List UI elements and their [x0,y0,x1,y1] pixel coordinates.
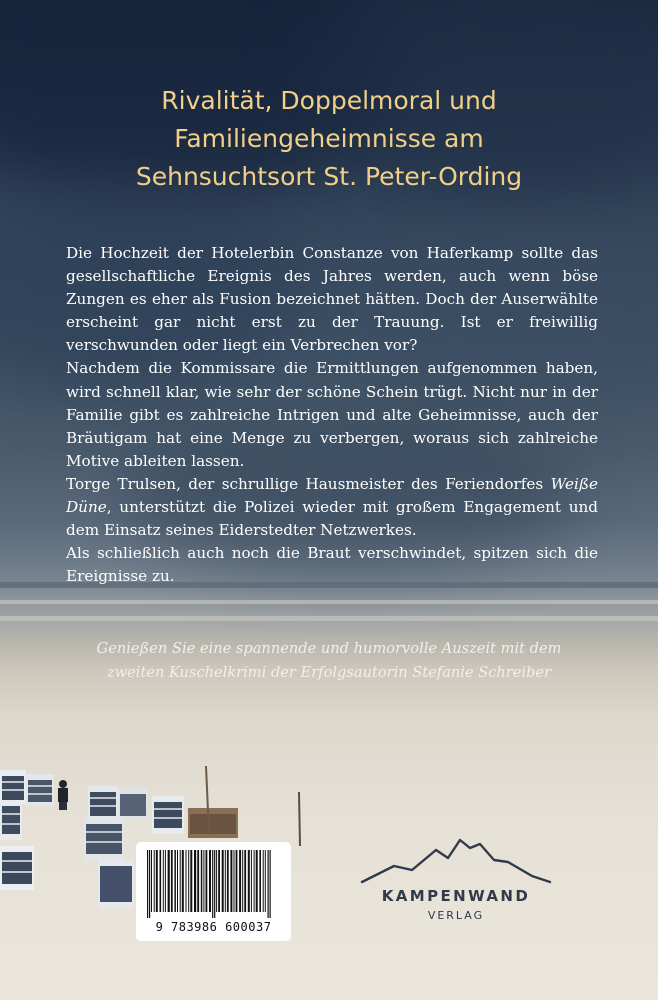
publisher-sub: VERLAG [427,909,485,922]
barcode-bar [270,850,271,918]
beach-chair-icon [84,818,124,860]
barcode-bar [254,850,255,912]
blurb-text: , unterstützt die Polizei wieder mit großem Engagement und dem Einsatz seines Eiderstedter Netzwerkes. [66,498,598,540]
barcode-bar [239,850,241,912]
barcode-bar [168,850,170,912]
barcode-bar [160,850,162,912]
beach-chair-icon [0,800,22,840]
barcode-bar [251,850,252,912]
isbn-barcode [136,842,291,941]
blurb-paragraph: Nachdem die Kommissare die Ermittlungen aufgenommen haben, wird schnell klar, wie sehr der schöne Schein trügt. Nicht nur in der Familie gibt es zahlreiche Intrigen und alte Geheimnisse, auch der Bräutigam hat eine Menge zu verbergen, woraus sich zahlreiche Motive ableiten lassen. [66,359,598,470]
barcode-bar [234,850,235,912]
barcode-bar [209,850,211,912]
barcode-bar [190,850,192,912]
beach-chair-icon [88,786,118,820]
barcode-bar [214,850,215,918]
blurb-paragraph [66,473,598,542]
barcode-bar [230,850,232,912]
barcode-bar [206,850,208,912]
headline [0,82,658,196]
headline-line: Rivalität, Doppelmoral und [161,86,497,115]
barcode-bar [154,850,155,912]
person-icon [58,780,68,810]
beach-chair-icon [0,770,26,804]
barcode-bar [182,850,184,912]
barcode-bar [227,850,229,912]
barcode-bar [180,850,181,912]
barcode-bar [259,850,261,912]
publisher-name: KAMPENWAND [381,887,531,905]
barcode-bar [212,850,213,918]
blurb [66,242,598,588]
barcode-bar [236,850,238,912]
barcode-bar [242,850,243,912]
barcode-bar [188,850,189,912]
barcode-bars [143,850,284,918]
barcode-bar [201,850,203,912]
beach-chair-icon [26,774,54,806]
tagline [40,637,618,685]
barcode-bar [268,850,269,918]
barcode-bar [256,850,258,912]
headline-line: Sehnsuchtsort St. Peter-Ording [135,162,523,191]
barcode-bar [265,850,266,912]
beach-chair-icon [98,860,134,908]
headline-line: Familiengeheimnisse am [174,124,484,153]
barcode-bar [225,850,226,912]
location-name: Weiße Düne [66,474,598,517]
blurb-paragraph: Als schließlich auch noch die Braut verschwindet, spitzen sich die Ereignisse zu. [66,544,598,586]
barcode-bar [177,850,178,912]
barcode-bar [218,850,220,912]
barcode-bar [151,850,152,912]
barcode-bar [163,850,164,912]
barcode-bar [244,850,246,912]
barcode-bar [263,850,264,912]
barcode-bar [165,850,166,912]
barcode-bar [203,850,204,912]
beach-chair-icon [0,846,34,890]
barcode-bar [147,850,148,918]
blurb-text: Torge Trulsen, der schrullige Hausmeister des Feriendorfes [66,474,551,493]
tagline-line: Genießen Sie eine spannende und humorvolle Auszeit mit dem [96,640,562,657]
barcode-bar [248,850,250,912]
barcode-bar [156,850,158,912]
barcode-bar [186,850,187,912]
mountain-icon [356,836,556,886]
barcode-bar [197,850,199,912]
barcode-bar [174,850,176,912]
barcode-bar [216,850,217,912]
beach-chair-icon [188,808,238,838]
beach-chair-icon [152,796,184,834]
beach-pole [299,792,300,846]
publisher-logo [356,836,556,936]
isbn-number: 9 783986 600037 [155,920,272,934]
barcode-bar [149,850,150,918]
blurb-paragraph: Die Hochzeit der Hotelerbin Constanze von Haferkamp sollte das gesellschaftliche Ereignis des Jahres werden, auch wenn böse Zungen es eher als Fusion bezeichnet hätten. Doch der Auserwählte erscheint gar nicht erst zu der Trauung. Ist er freiwillig verschwunden oder liegt ein Verbrechen vor? [66,244,598,355]
tagline-line: zweiten Kuschelkrimi der Erfolgsautorin Stefanie Schreiber [106,664,552,681]
barcode-bar [222,850,224,912]
barcode-bar [171,850,173,912]
beach-chair-icon [118,788,148,820]
barcode-bar [194,850,196,912]
